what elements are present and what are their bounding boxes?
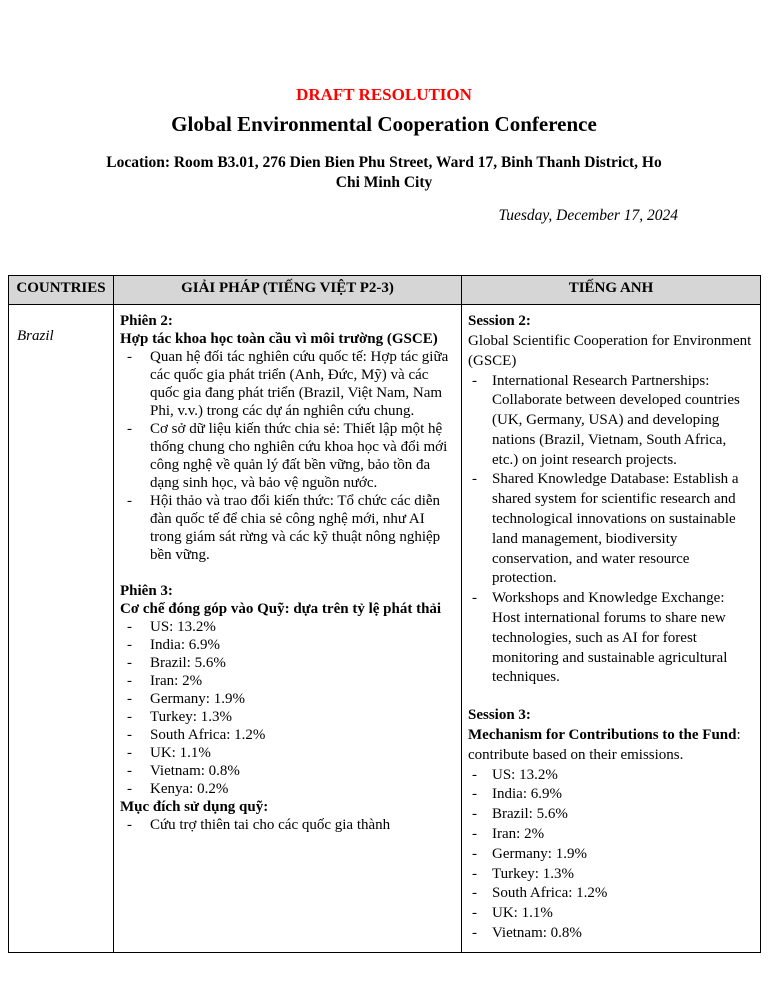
list-item — [120, 726, 456, 744]
dash-bullet: - — [127, 817, 132, 834]
dash-bullet: - — [127, 421, 132, 438]
list-item — [468, 805, 756, 825]
en-emission-share: Turkey: 1.3% — [492, 865, 574, 882]
vn-emission-share: UK: 1.1% — [150, 745, 211, 762]
conference-title: Global Environmental Cooperation Conference — [171, 111, 597, 136]
en-emission-share: Iran: 2% — [492, 826, 545, 843]
en-session3-title — [468, 726, 756, 766]
vn-emission-share: Brazil: 5.6% — [150, 655, 226, 672]
list-item — [468, 785, 756, 805]
dash-bullet: - — [127, 763, 132, 780]
vn-emission-share: Vietnam: 0.8% — [150, 763, 240, 780]
dash-bullet: - — [472, 766, 477, 783]
dash-bullet: - — [127, 493, 132, 510]
country-cell: Brazil — [9, 305, 114, 953]
dash-bullet: - — [127, 655, 132, 672]
resolution-table — [8, 275, 761, 953]
en-session2-bullet: International Research Partnerships: Collaborate between developed countries (UK, Germany, USA) and developing nations (Brazil, Vietnam, South Africa, etc.) on joint research projects. — [492, 372, 740, 468]
en-emission-share: South Africa: 1.2% — [492, 885, 608, 902]
en-session3-title-rest: : contribute based on their emissions. — [468, 727, 741, 763]
dash-bullet: - — [472, 806, 477, 823]
dash-bullet: - — [472, 885, 477, 902]
list-item — [120, 420, 456, 492]
en-session2-label: Session 2: — [468, 313, 531, 330]
vn-emission-share: Iran: 2% — [150, 673, 203, 690]
en-emission-share: Germany: 1.9% — [492, 845, 587, 862]
vn-session3-label: Phiên 3: — [120, 583, 173, 600]
vn-emission-share: Germany: 1.9% — [150, 691, 245, 708]
dash-bullet: - — [472, 865, 477, 882]
dash-bullet: - — [472, 372, 477, 389]
vn-session2-bullet: Quan hệ đối tác nghiên cứu quốc tế: Hợp tác giữa các quốc gia phát triển (Anh, Đức, Mỹ) và các quốc gia đang phát triển (Brazil, Việt Nam, Nam Phi, v.v.) trong các dự án nghiên cứu chung. — [150, 349, 449, 420]
vn-session2-bullet: Cơ sở dữ liệu kiến thức chia sẻ: Thiết lập một hệ thống chung cho nghiên cứu khoa học và đổi mới công nghệ về quản lý đất bền vững, bảo tồn đa dạng sinh học, và bảo vệ nguồn nước. — [150, 421, 448, 492]
en-emission-share: India: 6.9% — [492, 786, 562, 803]
dash-bullet: - — [472, 925, 477, 942]
en-emission-share: US: 13.2% — [492, 766, 558, 783]
dash-bullet: - — [472, 905, 477, 922]
dash-bullet: - — [472, 590, 477, 607]
dash-bullet: - — [127, 709, 132, 726]
dash-bullet: - — [472, 845, 477, 862]
table-header-row — [9, 276, 761, 305]
en-session2-title: Global Scientific Cooperation for Environment (GSCE) — [468, 332, 752, 369]
en-session2-bullet: Workshops and Knowledge Exchange: Host international forums to share new technologies, such as AI for forest monitoring and sustainable agricultural techniques. — [492, 590, 728, 686]
vn-session2-label: Phiên 2: — [120, 313, 173, 330]
en-session2-bullet: Shared Knowledge Database: Establish a shared system for scientific research and technological innovations on sustainable land management, biodiversity conservation, and water resource protection. — [492, 471, 739, 587]
date-line: Tuesday, December 17, 2024 — [498, 207, 678, 225]
list-item — [468, 825, 756, 845]
list-item — [120, 654, 456, 672]
vn-fund-purpose-bullet: Cứu trợ thiên tai cho các quốc gia thành — [150, 817, 391, 834]
vn-fund-purpose-label: Mục đích sử dụng quỹ: — [120, 799, 269, 816]
list-item — [120, 816, 456, 834]
list-item — [120, 636, 456, 654]
dash-bullet: - — [127, 637, 132, 654]
dash-bullet: - — [127, 619, 132, 636]
en-emission-share: UK: 1.1% — [492, 905, 553, 922]
list-item — [120, 708, 456, 726]
table-row-brazil — [9, 305, 761, 953]
dash-bullet: - — [472, 826, 477, 843]
vn-emission-share: Turkey: 1.3% — [150, 709, 232, 726]
list-item — [120, 762, 456, 780]
list-item — [468, 589, 756, 688]
list-item — [468, 845, 756, 865]
vietnamese-cell — [114, 305, 462, 953]
vn-emission-share: Kenya: 0.2% — [150, 781, 229, 798]
header-countries: COUNTRIES — [9, 276, 114, 305]
vn-emission-share: India: 6.9% — [150, 637, 220, 654]
location-line: Location: Room B3.01, 276 Dien Bien Phu Street, Ward 17, Binh Thanh District, Ho Chi Minh City — [106, 153, 662, 191]
en-session3-title-bold: Mechanism for Contributions to the Fund — [468, 727, 737, 744]
list-item — [120, 618, 456, 636]
dash-bullet: - — [127, 727, 132, 744]
vn-session2-title: Hợp tác khoa học toàn cầu vì môi trường (GSCE) — [120, 331, 438, 348]
draft-resolution-label: DRAFT RESOLUTION — [296, 85, 472, 104]
en-emission-share: Vietnam: 0.8% — [492, 925, 582, 942]
list-item — [468, 470, 756, 589]
vn-session2-bullet: Hội thảo và trao đổi kiến thức: Tổ chức các diễn đàn quốc tế để chia sẻ công nghệ mới, như AI trong giám sát rừng và các kỹ thuật nông nghiệp bền vững. — [150, 493, 441, 564]
dash-bullet: - — [127, 781, 132, 798]
paragraph-spacer — [120, 564, 456, 582]
dash-bullet: - — [127, 673, 132, 690]
list-item — [120, 780, 456, 798]
list-item — [120, 348, 456, 420]
en-emission-share: Brazil: 5.6% — [492, 806, 568, 823]
dash-bullet: - — [127, 349, 132, 366]
english-cell — [462, 305, 761, 953]
vn-emission-share: US: 13.2% — [150, 619, 216, 636]
en-session3-label: Session 3: — [468, 707, 531, 724]
list-item — [120, 492, 456, 564]
dash-bullet: - — [472, 786, 477, 803]
vn-emission-share: South Africa: 1.2% — [150, 727, 266, 744]
list-item — [468, 884, 756, 904]
dash-bullet: - — [127, 691, 132, 708]
list-item — [120, 690, 456, 708]
dash-bullet: - — [472, 471, 477, 488]
vn-session3-title: Cơ chế đóng góp vào Quỹ: dựa trên tỷ lệ phát thải — [120, 601, 442, 618]
header-english: TIẾNG ANH — [462, 276, 761, 305]
list-item — [468, 904, 756, 924]
list-item — [468, 372, 756, 471]
list-item — [468, 865, 756, 885]
list-item — [120, 744, 456, 762]
header-vietnamese-solutions: GIẢI PHÁP (TIẾNG VIỆT P2-3) — [114, 276, 462, 305]
paragraph-spacer — [468, 688, 756, 706]
list-item — [468, 924, 756, 944]
list-item — [120, 672, 456, 690]
dash-bullet: - — [127, 745, 132, 762]
list-item — [468, 766, 756, 786]
